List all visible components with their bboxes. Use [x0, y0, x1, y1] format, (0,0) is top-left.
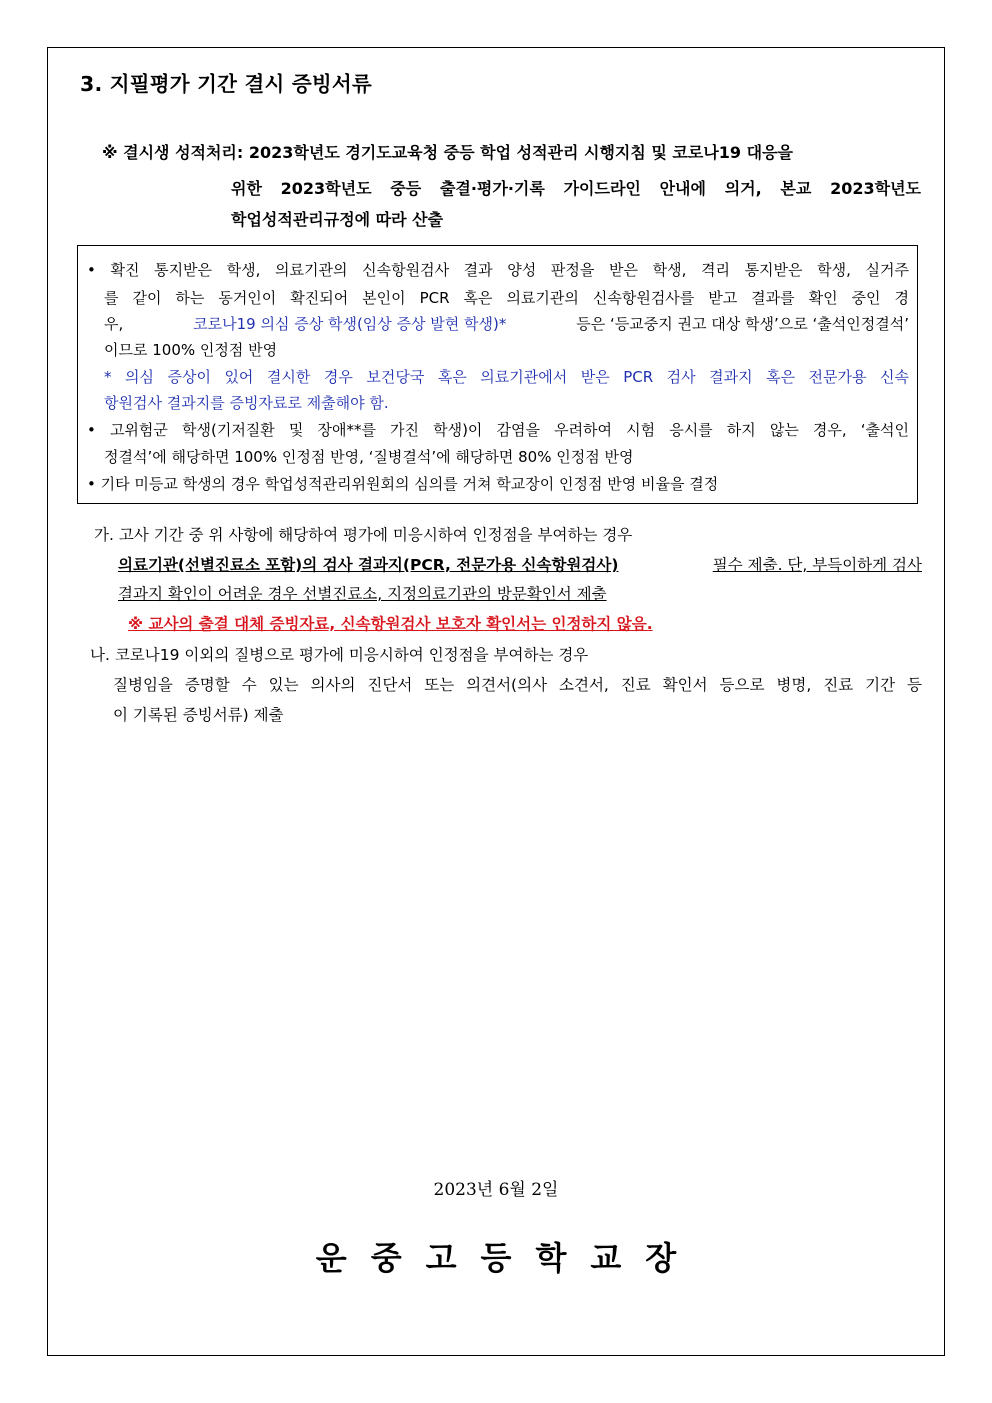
item-na-text: 질병임을 증명할 수 있는 의사의 진단서 또는 의견서(의사 소견서, 진료 확인서 등으로 병명, 진료 기간 등 — [113, 676, 922, 694]
item-ga-text: 필수 제출. 단, 부득이하게 검사 — [712, 556, 922, 574]
note-line-2 — [231, 176, 921, 199]
warning-note: ※ 교사의 출결 대체 증빙자료, 신속항원검사 보호자 확인서는 인정하지 않음. — [128, 615, 653, 633]
bullet-1-line-3 — [104, 313, 909, 334]
footnote-line-2: 항원검사 결과지를 증빙자료로 제출해야 함. — [104, 394, 389, 412]
bullet-text: • 확진 통지받은 학생, 의료기관의 신속항원검사 결과 양성 판정을 받은 학생, 격리 통지받은 학생, 실거주 — [87, 261, 909, 279]
bullet-text: 등은 ‘등교중지 권고 대상 학생’으로 ‘출석인정결석’ — [576, 315, 909, 333]
bullet-text: • 고위험군 학생(기저질환 및 장애**를 가진 학생)이 감염을 우려하여 시험 응시를 하지 않는 경우, ‘출석인 — [87, 421, 909, 439]
bullet-2-line-1 — [87, 419, 909, 440]
item-na-line-1 — [113, 673, 922, 695]
bullet-2-line-2: 정결석’에 해당하면 100% 인정점 반영, ‘질병결석’에 해당하면 80% 인정점 반영 — [104, 448, 634, 466]
footnote-line-1 — [104, 366, 909, 387]
bullet-text: 를 같이 하는 동거인이 확진되어 본인이 PCR 혹은 의료기관의 신속항원검사를 받고 결과를 확인 중인 경 — [104, 289, 909, 307]
note-text-2: 위한 2023학년도 중등 출결·평가·기록 가이드라인 안내에 의거, 본교 2023학년도 — [231, 179, 921, 198]
footnote-text: * 의심 증상이 있어 결시한 경우 보건당국 혹은 의료기관에서 받은 PCR 검사 결과지 혹은 전문가용 신속 — [104, 368, 909, 386]
note-text-1: 2023학년도 경기도교육청 중등 학업 성적관리 시행지침 및 코로나19 대응을 — [248, 143, 794, 162]
section-heading: 3. 지필평가 기간 결시 증빙서류 — [80, 72, 372, 96]
note-line-1 — [102, 140, 793, 163]
item-ga-line-2: 결과지 확인이 어려운 경우 선별진료소, 지정의료기관의 방문확인서 제출 — [118, 585, 607, 603]
bullet-3: • 기타 미등교 학생의 경우 학업성적관리위원회의 심의를 거쳐 학교장이 인정점 반영 비율을 결정 — [87, 475, 719, 493]
item-na-title: 나. 코로나19 이외의 질병으로 평가에 미응시하여 인정점을 부여하는 경우 — [90, 646, 589, 664]
bullet-text: 우, — [104, 315, 124, 333]
bullet-1-line-2 — [104, 287, 909, 308]
medical-result-text: 의료기관(선별진료소 포함)의 검사 결과지(PCR, 전문가용 신속항원검사) — [118, 556, 619, 574]
item-ga-line-1 — [118, 553, 922, 575]
bullet-1-line-4: 이므로 100% 인정점 반영 — [104, 341, 278, 359]
principal-signature: 운중고등학교장 — [315, 1239, 701, 1277]
document-date: 2023년 6월 2일 — [433, 1180, 559, 1200]
bullet-1-line-1 — [87, 259, 909, 280]
note-mark: ※ 결시생 성적처리: — [102, 143, 244, 162]
page-frame — [47, 47, 945, 1356]
item-na-line-2: 이 기록된 증빙서류) 제출 — [113, 706, 284, 724]
symptom-student-text: 코로나19 의심 증상 학생(임상 증상 발현 학생)* — [193, 315, 507, 333]
item-ga-title: 가. 고사 기간 중 위 사항에 해당하여 평가에 미응시하여 인정점을 부여하는 경우 — [94, 526, 633, 544]
note-line-3: 학업성적관리규정에 따라 산출 — [231, 210, 444, 229]
